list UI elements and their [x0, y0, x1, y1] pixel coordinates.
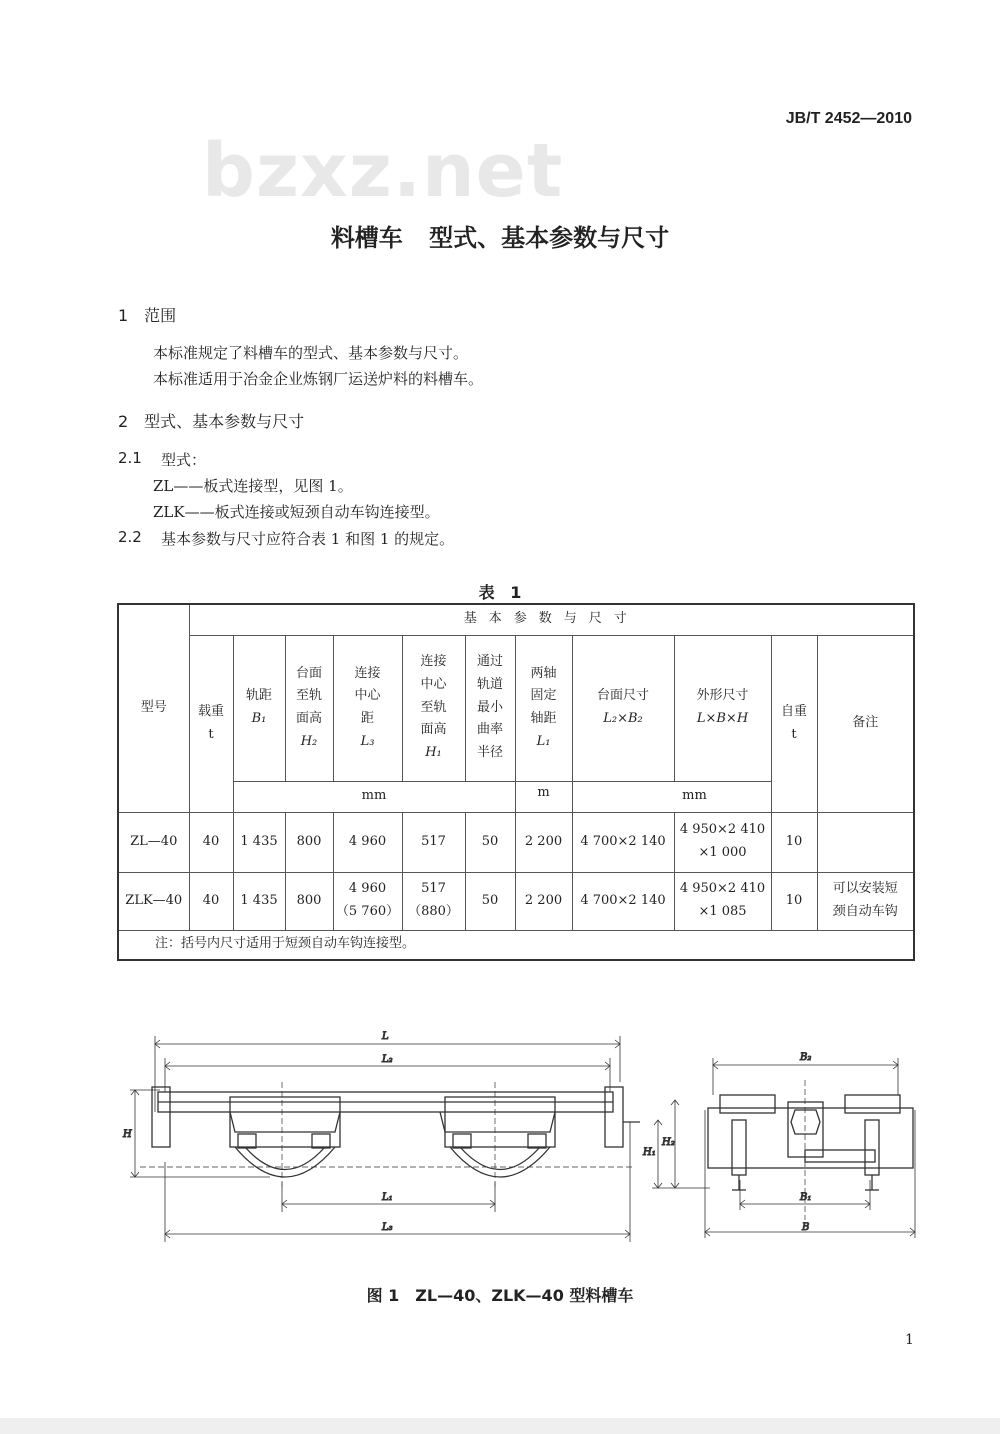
- clause-2-1-number: 2.1: [118, 449, 142, 467]
- unit-m: m: [515, 781, 572, 812]
- table-note: 注：括号内尺寸适用于短颈自动车钩连接型。: [118, 930, 914, 960]
- header-model: 型号: [118, 604, 189, 812]
- end-view-drawing: [640, 1050, 920, 1240]
- clause-2-1-text: 型式：: [161, 451, 207, 469]
- bottom-band: [0, 1418, 1000, 1434]
- type-zlk-line: ZLK——板式连接或短颈自动车钩连接型。: [153, 503, 440, 521]
- header-group: 基本参数与尺寸: [189, 604, 914, 635]
- clause-2-2-number: 2.2: [118, 528, 142, 546]
- header-coupler-distance: 连接 中心 距 L₃: [333, 635, 402, 781]
- standard-number: JB/T 2452—2010: [785, 110, 912, 127]
- label-H: H: [123, 1129, 132, 1140]
- page-number: 1: [905, 1332, 914, 1348]
- parameters-table: [117, 603, 915, 961]
- unit-mm-left: mm: [233, 781, 515, 812]
- header-deck-height: 台面 至轨 面高 H₂: [285, 635, 333, 781]
- figure-caption: 图 1 ZL—40、ZLK—40 型料槽车: [366, 1286, 634, 1305]
- watermark: bzxz.net: [202, 128, 564, 214]
- type-zl-line: ZL——板式连接型，见图 1。: [153, 477, 353, 495]
- clause-2-2-text: 基本参数与尺寸应符合表 1 和图 1 的规定。: [161, 530, 455, 548]
- section-1-heading: 1 范围: [118, 306, 177, 325]
- section-2-heading: 2 型式、基本参数与尺寸: [118, 412, 305, 431]
- header-overall-size: 外形尺寸 L×B×H: [674, 635, 771, 781]
- header-self-weight: 自重 t: [771, 635, 817, 812]
- label-B: B: [802, 1222, 810, 1233]
- scope-line-1: 本标准规定了料槽车的型式、基本参数与尺寸。: [153, 344, 469, 362]
- scope-line-2: 本标准适用于冶金企业炼钢厂运送炉料的料槽车。: [153, 370, 484, 388]
- table-row: ZLK—40 40 1 435 800 4 960 （5 760） 517 （880） 50 2 200 4 700×2 140 4 950×2 410 ×1 085 10 可以安装短 颈自动车钩: [118, 872, 914, 930]
- label-L2: L₂: [382, 1054, 393, 1065]
- label-B2: B₂: [800, 1052, 812, 1063]
- header-gauge: 轨距 B₁: [233, 635, 285, 781]
- table-caption: 表 1: [478, 583, 522, 602]
- label-B1: B₁: [800, 1192, 812, 1203]
- label-H1: H₁: [643, 1147, 656, 1158]
- label-H2: H₂: [662, 1137, 675, 1148]
- header-wheelbase: 两轴 固定 轴距 L₁: [515, 635, 572, 781]
- header-deck-size: 台面尺寸 L₂×B₂: [572, 635, 674, 781]
- label-L1: L₁: [382, 1192, 393, 1203]
- side-view-drawing: [120, 1022, 640, 1250]
- unit-mm-right: mm: [572, 781, 817, 812]
- label-L: L: [382, 1031, 389, 1042]
- label-L3: L₃: [382, 1222, 393, 1233]
- header-coupler-height: 连接 中心 至轨 面高 H₁: [402, 635, 465, 781]
- table-row: ZL—40 40 1 435 800 4 960 517 50 2 200 4 700×2 140 4 950×2 410 ×1 000 10: [118, 812, 914, 872]
- header-remarks: 备注: [817, 635, 914, 812]
- document-title: 料槽车 型式、基本参数与尺寸: [330, 224, 670, 252]
- header-load: 载重 t: [189, 635, 233, 812]
- header-min-radius: 通过 轨道 最小 曲率 半径: [465, 635, 515, 781]
